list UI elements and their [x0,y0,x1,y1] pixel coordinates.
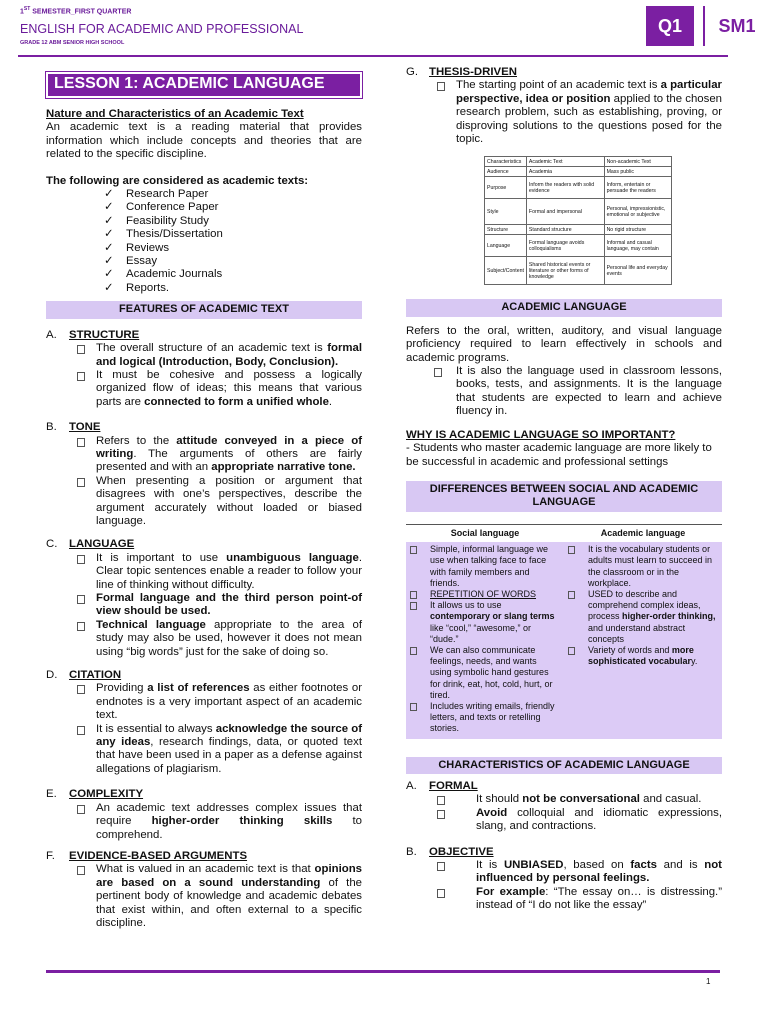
section-structure [46,329,362,342]
bullet: It should not be conversational and casual. [406,793,722,806]
list-item: ✓ Feasibility Study [46,215,362,228]
characteristics-bar: CHARACTERISTICS OF ACADEMIC LANGUAGE [406,757,722,774]
bullet: An academic text addresses complex issues that require higher-order thinking skills to comprehend. [46,802,362,842]
quarter-badge: Q1 [646,6,694,46]
section-evidence [46,850,362,863]
grade-label: GRADE 12 ABM SENIOR HIGH SCHOOL [20,40,125,46]
right-column [406,66,722,913]
table-row [485,199,672,225]
list-item: ✓ Essay [46,255,362,268]
table-cell: No rigid structure [604,225,671,235]
academic-language-text: Refers to the oral, written, auditory, and visual language proficiency required to learn effectively in schools and academic programs. [406,324,722,364]
section-title: COMPLEXITY [69,788,144,801]
bullet: It must be cohesive and possess a logically organized flow of ideas; this means that various parts are connected to form a unified whole. [46,369,362,409]
bullet: What is valued in an academic text is that opinions are based on a sound understanding of the pertinent body of knowledge and academic debates that exist within, and often external to a specific discipline. [46,863,362,930]
section-title: TONE [69,421,101,434]
section-title: OBJECTIVE [429,845,494,858]
table-cell: Mass public [604,167,671,177]
comparison-table [484,156,672,285]
course-title: ENGLISH FOR ACADEMIC AND PROFESSIONAL [20,22,304,36]
bullet: It is essential to always acknowledge the source of any ideas, research findings, data, or quoted text that have been used in a paper as a defense against allegations of plagiarism. [46,723,362,777]
list-item: Simple, informal language we use when talking face to face with family members and friends. [406,544,564,589]
table-cell: Inform the readers with solid evidence [526,177,604,199]
social-language-header: Social language [450,527,520,538]
table-cell: Formal language avoids colloquialisms [526,235,604,257]
page-number: 1 [706,977,711,986]
bullet: Refers to the attitude conveyed in a piece of writing. The arguments of others are fairly presented and with an appropriate narrative tone. [46,435,362,475]
section-title: LANGUAGE [69,538,135,551]
table-cell: Style [485,199,527,225]
table-row [485,177,672,199]
section-letter: D. [46,669,58,682]
differences-body [406,542,722,738]
table-cell: Personal, impressionistic, emotional or subjective [604,199,671,225]
differences-header [406,525,722,542]
academic-language-column [564,544,722,734]
header-rule [18,55,728,57]
section-title: CITATION [69,669,122,682]
table-cell: Structure [485,225,527,235]
section-letter: G. [406,66,419,78]
table-cell: Personal life and everyday events [604,257,671,285]
section-letter: F. [46,849,55,862]
bullet: It is UNBIASED, based on facts and is not influenced by personal feelings. [406,859,722,886]
table-cell: Standard structure [526,225,604,235]
bullet: The overall structure of an academic text is formal and logical (Introduction, Body, Conclusion). [46,342,362,369]
table-row [485,225,672,235]
bullet: It is important to use unambiguous language. Clear topic sentences enable a reader to follow your line of thinking without difficulty. [46,552,362,592]
section-title: THESIS-DRIVEN [429,66,517,78]
list-item: ✓ Research Paper [46,188,362,201]
list-item: It is the vocabulary students or adults must learn to succeed in the classroom or in the workplace. [564,544,722,589]
table-header-cell: Academic Text [526,157,604,167]
social-language-column [406,544,564,734]
why-text: - Students who master academic language are more likely to be successful in academic and professional settings [406,442,712,468]
section-title: STRUCTURE [69,328,140,341]
header-divider [703,6,705,46]
footer-rule [46,970,720,973]
semester-label: 1ST SEMESTER_FIRST QUARTER [20,6,132,16]
academic-text-list [46,188,362,295]
table-row [485,235,672,257]
list-item: ✓ Conference Paper [46,201,362,214]
list-item: It allows us to use contemporary or slang terms like “cool,” “awesome,” or “dude.” [406,600,564,645]
list-item: USED to describe and comprehend complex ideas, process higher-order thinking, and understand abstract concepts [564,589,722,645]
section-citation [46,669,362,682]
list-item: ✓ Reports. [46,282,362,295]
table-header-cell: Non-academic Text [604,157,671,167]
table-cell: Language [485,235,527,257]
list-item: REPETITION OF WORDS [406,589,564,600]
academic-language-header: Academic language [600,527,686,538]
bullet: Technical language appropriate to the area of study may also be used, however it does not mean using “big words” just for the sake of doing so. [46,619,362,659]
differences-table [406,524,722,739]
module-badge: SM1 [718,16,756,36]
list-item: We can also communicate feelings, needs, and wants using symbolic hand gestures for drink, eat, hot, cold, hurt, or tired. [406,645,564,701]
table-cell: Formal and impersonal [526,199,604,225]
bullet: Avoid colloquial and idiomatic expressions, slang, and contractions. [406,807,722,834]
table-cell: Purpose [485,177,527,199]
section-letter: E. [46,788,57,801]
section-letter: C. [46,538,58,551]
section-letter: B. [46,421,57,434]
section-complexity [46,788,362,801]
section-language [46,538,362,551]
bullet: Providing a list of references as either footnotes or endnotes is a very important aspect of an academic text. [46,682,362,722]
list-item: Variety of words and more sophisticated vocabulary. [564,645,722,667]
section-letter: A. [46,328,57,341]
nature-text: An academic text is a reading material that provides information which include concepts and theories that are related to the specific discipline. [46,121,362,161]
why-heading: WHY IS ACADEMIC LANGUAGE SO IMPORTANT? [406,428,676,441]
section-formal [406,780,722,793]
table-cell: Academia [526,167,604,177]
list-intro: The following are considered as academic texts: [46,174,309,187]
table-header-cell: Characteristics [485,157,527,167]
page-header [0,0,768,62]
list-item: ✓ Reviews [46,242,362,255]
table-header-row [485,157,672,167]
table-cell: Audience [485,167,527,177]
section-objective [406,846,722,859]
section-letter: A. [406,779,417,792]
table-cell: Shared historical events or literature or other forms of knowledge [526,257,604,285]
section-tone [46,421,362,434]
section-title: EVIDENCE-BASED ARGUMENTS [69,849,248,862]
bullet: For example: “The essay on… is distressing.” instead of “I do not like the essay” [406,886,722,913]
section-title: FORMAL [429,779,478,792]
differences-bar: DIFFERENCES BETWEEN SOCIAL AND ACADEMIC LANGUAGE [406,481,722,512]
table-cell: Informal and casual language, may contain [604,235,671,257]
bullet: When presenting a position or argument that disagrees with one’s perspectives, describe the argument accurately without loaded or biased language. [46,475,362,529]
section-letter: B. [406,845,417,858]
bullet: The starting point of an academic text is a particular perspective, idea or position applied to the chosen research problem, such as establishing, proving, or disproving solutions to the questions posed for the topic. [406,79,722,146]
table-cell: Inform, entertain or persuade the readers [604,177,671,199]
section-thesis [406,66,722,79]
list-item: ✓ Thesis/Dissertation [46,228,362,241]
left-column [46,72,362,930]
bullet: Formal language and the third person point-of view should be used. [46,592,362,619]
table-row [485,257,672,285]
lesson-title: LESSON 1: ACADEMIC LANGUAGE [46,72,362,98]
nature-heading: Nature and Characteristics of an Academic Text [46,108,304,120]
table-cell: Subject/Content [485,257,527,285]
bullet: It is also the language used in classroom lessons, books, tests, and assignments. It is the language that students are expected to learn and achieve fluency in. [406,365,722,419]
table-row [485,167,672,177]
list-item: ✓ Academic Journals [46,268,362,281]
academic-language-bar: ACADEMIC LANGUAGE [406,299,722,316]
list-item: Includes writing emails, friendly letters, and texts or retelling stories. [406,701,564,735]
features-bar: FEATURES OF ACADEMIC TEXT [46,301,362,318]
